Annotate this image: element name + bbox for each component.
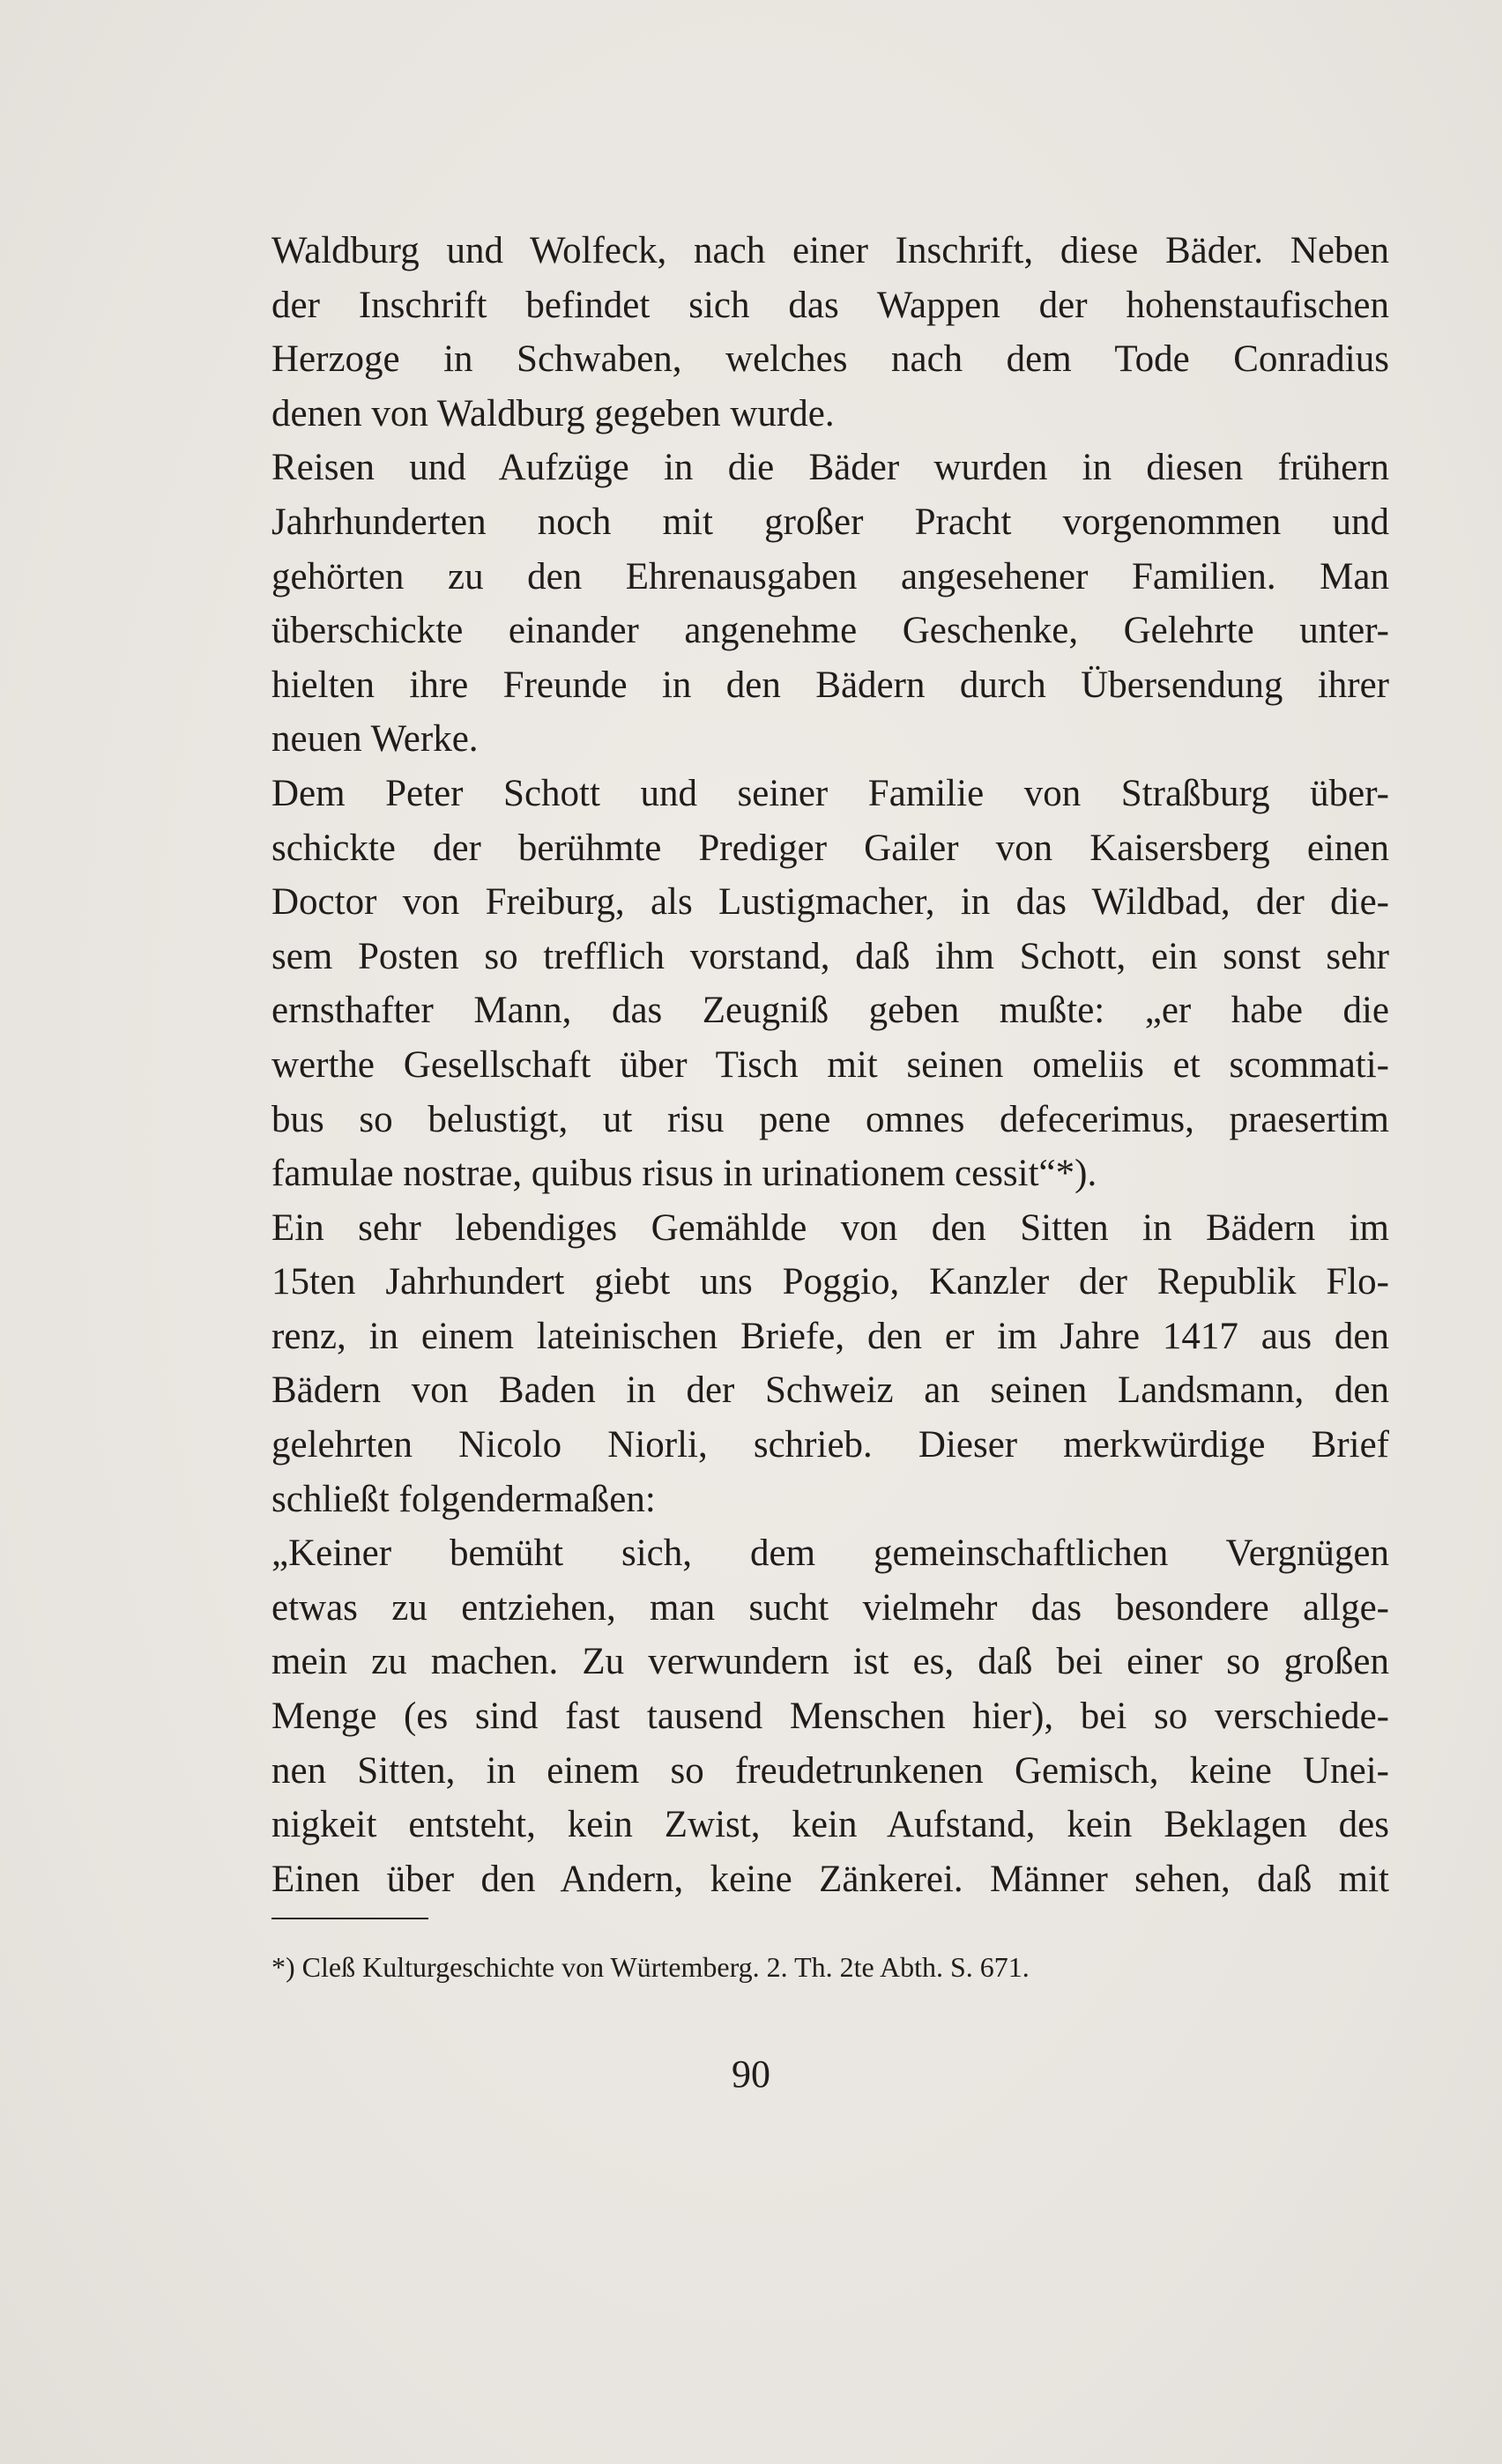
text-line: neuen Werke. xyxy=(271,718,479,761)
text-line: bus so belustigt, ut risu pene omnes defecerimus, praesertim xyxy=(271,1098,1389,1140)
text-line: schließt folgendermaßen: xyxy=(271,1478,656,1520)
text-line: 15ten Jahrhundert giebt uns Poggio, Kanzler der Republik Flo- xyxy=(271,1261,1389,1303)
text-line: Herzoge in Schwaben, welches nach dem Tode Conradius xyxy=(271,338,1389,381)
footnote: *) Cleß Kulturgeschichte von Würtemberg. 2. Th. 2te Abth. S. 671. xyxy=(271,1951,1030,1983)
text-line: schickte der berühmte Prediger Gailer von Kaisersberg einen xyxy=(271,827,1389,869)
text-line: renz, in einem lateinischen Briefe, den er im Jahre 1417 aus den xyxy=(271,1315,1389,1357)
text-line: der Inschrift befindet sich das Wappen der hohenstaufischen xyxy=(271,284,1389,326)
text-line: Dem Peter Schott und seiner Familie von Straßburg über- xyxy=(271,772,1389,814)
text-line: ernsthafter Mann, das Zeugniß geben mußte: „er habe die xyxy=(271,990,1389,1032)
text-line: Ein sehr lebendiges Gemählde von den Sitten in Bädern im xyxy=(271,1206,1389,1249)
text-line: sem Posten so trefflich vorstand, daß ihm Schott, ein sonst sehr xyxy=(271,935,1389,977)
text-line: „Keiner bemüht sich, dem gemeinschaftlichen Vergnügen xyxy=(271,1533,1389,1575)
text-line: Bädern von Baden in der Schweiz an seinen Landsmann, den xyxy=(271,1369,1389,1412)
text-line: famulae nostrae, quibus risus in urinationem cessit“*). xyxy=(271,1153,1097,1195)
text-line: hielten ihre Freunde in den Bädern durch Übersendung ihrer xyxy=(271,664,1389,706)
text-line: werthe Gesellschaft über Tisch mit seinen omeliis et scommati- xyxy=(271,1043,1389,1086)
footnote-rule xyxy=(271,1918,428,1919)
text-line: etwas zu entziehen, man sucht vielmehr das besondere allge- xyxy=(271,1586,1389,1629)
text-line: Menge (es sind fast tausend Menschen hier), bei so verschiede- xyxy=(271,1696,1389,1738)
page-number: 90 xyxy=(732,2052,770,2096)
text-line: Einen über den Andern, keine Zänkerei. Männer sehen, daß mit xyxy=(271,1858,1389,1900)
body-text xyxy=(271,224,1389,1906)
text-line: gehörten zu den Ehrenausgaben angesehener Familien. Man xyxy=(271,555,1389,597)
text-line: denen von Waldburg gegeben wurde. xyxy=(271,392,835,434)
text-line: gelehrten Nicolo Niorli, schrieb. Dieser merkwürdige Brief xyxy=(271,1424,1389,1466)
text-line: Reisen und Aufzüge in die Bäder wurden in diesen frühern xyxy=(271,447,1389,489)
text-line: nen Sitten, in einem so freudetrunkenen Gemisch, keine Unei- xyxy=(271,1749,1389,1792)
text-line: überschickte einander angenehme Geschenke, Gelehrte unter- xyxy=(271,610,1389,652)
text-line: Waldburg und Wolfeck, nach einer Inschrift, diese Bäder. Neben xyxy=(271,230,1389,271)
text-line: Jahrhunderten noch mit großer Pracht vorgenommen und xyxy=(271,501,1389,543)
text-line: mein zu machen. Zu verwundern ist es, daß bei einer so großen xyxy=(271,1641,1389,1683)
text-line: Doctor von Freiburg, als Lustigmacher, in das Wildbad, der die- xyxy=(271,881,1389,924)
text-line: nigkeit entsteht, kein Zwist, kein Aufstand, kein Beklagen des xyxy=(271,1804,1389,1846)
